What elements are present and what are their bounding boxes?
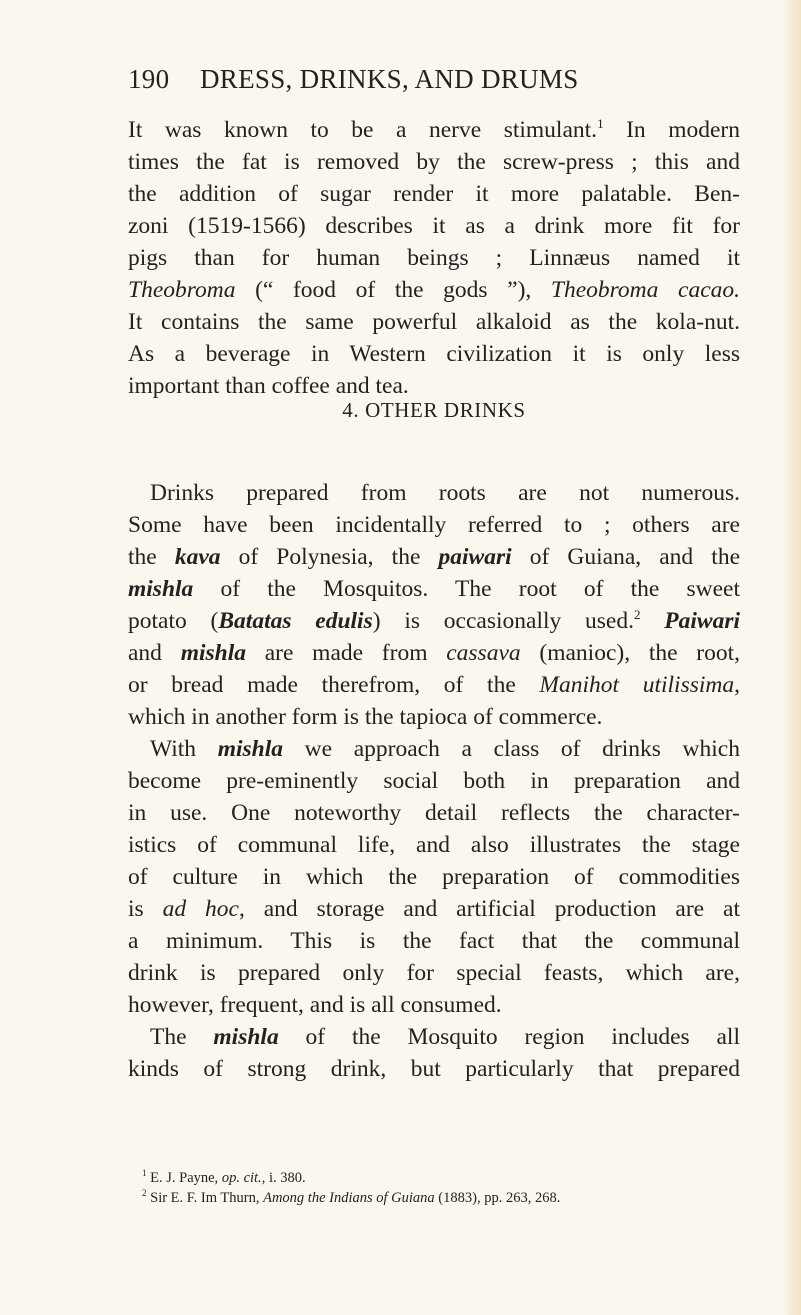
text-line xyxy=(128,541,740,573)
text-line: istics of communal life, and also illustrates the stage xyxy=(128,832,740,858)
italic-term: op. cit. xyxy=(221,1170,262,1186)
text-run: It was known to be a nerve stimulant. xyxy=(128,117,598,143)
italic-term: Manihot utilissima xyxy=(539,672,735,698)
text-run: of Polynesia, the xyxy=(220,544,439,570)
text-run: , i. 380. xyxy=(261,1170,306,1186)
text-line xyxy=(128,573,740,605)
text-run: we approach a class of drinks which xyxy=(283,736,740,762)
page-header xyxy=(128,60,740,100)
text-run: (manioc), the root, xyxy=(520,640,741,666)
text-run: potato ( xyxy=(128,608,219,634)
text-run: , xyxy=(734,672,740,698)
text-line: become pre-eminently social both in preparation and xyxy=(128,768,740,794)
text-run: , and storage and artificial production are at xyxy=(238,896,740,922)
paragraph-root-drinks xyxy=(128,477,740,733)
text-line xyxy=(128,893,740,925)
text-line: Some have been incidentally referred to ; others are xyxy=(128,512,740,538)
italic-term: Paiwari xyxy=(664,608,740,634)
text-line xyxy=(128,733,740,765)
text-line xyxy=(128,605,740,637)
text-run: is xyxy=(128,896,163,922)
text-line: As a beverage in Western civilization it is only less xyxy=(128,341,740,367)
text-run: With xyxy=(150,736,218,762)
text-line: pigs than for human beings ; Linnæus named it xyxy=(128,245,740,271)
text-run: are made from xyxy=(246,640,447,666)
text-line: a minimum. This is the fact that the communal xyxy=(128,928,740,954)
footnote-ref-2[interactable]: 2 xyxy=(633,607,641,622)
text-run: or bread made therefrom, of the xyxy=(128,672,540,698)
text-line: times the fat is removed by the screw-press ; this and xyxy=(128,149,740,175)
italic-term: paiwari xyxy=(438,544,512,570)
italic-term: mishla xyxy=(217,736,284,762)
text-line xyxy=(128,669,740,701)
footnote xyxy=(128,1188,768,1208)
italic-term: mishla xyxy=(180,640,246,666)
italic-term: kava xyxy=(174,544,221,570)
text-line: of culture in which the preparation of commodities xyxy=(128,864,740,890)
text-run: The xyxy=(150,1024,214,1050)
text-run: Sir E. F. Im Thurn, xyxy=(146,1190,264,1206)
text-run: (1883), pp. 263, 268. xyxy=(434,1190,561,1206)
text-line: zoni (1519-1566) describes it as a drink more fit for xyxy=(128,213,740,239)
italic-term: Theobroma cacao. xyxy=(550,277,740,303)
italic-term: ad hoc xyxy=(162,896,239,922)
text-line: the addition of sugar render it more palatable. Ben- xyxy=(128,181,740,207)
footnote-mark: 1 xyxy=(142,1168,147,1178)
text-run: In modern xyxy=(603,117,740,143)
text-line: kinds of strong drink, but particularly that prepared xyxy=(128,1056,740,1082)
footnote-ref-1[interactable]: 1 xyxy=(597,116,604,131)
paragraph-mishla-social xyxy=(128,733,740,1021)
footnotes xyxy=(128,1168,768,1208)
paragraph-cacao xyxy=(128,114,740,402)
text-line: It contains the same powerful alkaloid as the kola-nut. xyxy=(128,309,740,335)
italic-term: Theobroma xyxy=(128,277,236,303)
footnote-mark: 2 xyxy=(142,1188,147,1198)
italic-term: Among the Indians of Guiana xyxy=(263,1190,435,1206)
text-line: drink is prepared only for special feasts, which are, xyxy=(128,960,740,986)
paragraph-mishla-region xyxy=(128,1021,740,1085)
text-line: important than coffee and tea. xyxy=(128,373,409,399)
italic-term: mishla xyxy=(213,1024,279,1050)
section-heading: 4. OTHER DRINKS xyxy=(342,398,526,422)
text-run: and xyxy=(128,640,181,666)
text-line: however, frequent, and is all consumed. xyxy=(128,992,502,1018)
text-line xyxy=(128,637,740,669)
text-line: Drinks prepared from roots are not numerous. xyxy=(150,480,740,506)
text-run: the xyxy=(128,544,175,570)
text-line xyxy=(128,274,740,306)
text-line: which in another form is the tapioca of commerce. xyxy=(128,704,603,730)
running-head: DRESS, DRINKS, AND DRUMS xyxy=(200,64,579,94)
text-run: of Guiana, and the xyxy=(511,544,741,570)
page-edge-shading xyxy=(783,0,801,1315)
text-run: (“ food of the gods ”), xyxy=(235,277,551,303)
page-number: 190 xyxy=(128,64,170,94)
text-run xyxy=(640,608,664,634)
text-run: ) is occasionally used. xyxy=(372,608,634,634)
footnote xyxy=(128,1168,768,1188)
italic-term: Batatas edulis xyxy=(218,608,373,634)
text-run: of the Mosquitos. The root of the sweet xyxy=(193,576,740,602)
text-line xyxy=(128,1021,740,1053)
text-run: E. J. Payne, xyxy=(146,1170,222,1186)
text-line: in use. One noteworthy detail reflects the character- xyxy=(128,800,740,826)
italic-term: cassava xyxy=(446,640,521,666)
italic-term: mishla xyxy=(128,576,194,602)
text-run: of the Mosquito region includes all xyxy=(278,1024,740,1050)
text-line xyxy=(128,114,740,146)
